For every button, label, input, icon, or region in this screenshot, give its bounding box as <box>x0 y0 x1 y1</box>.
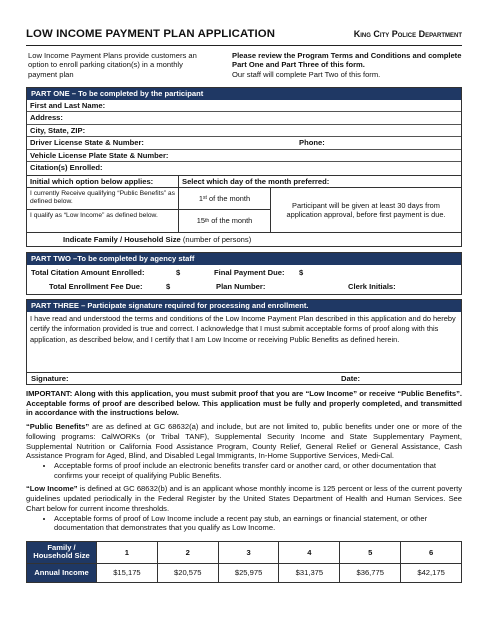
final-payment-label: Final Payment Due: <box>214 267 285 277</box>
signature-label: Signature: <box>31 373 69 383</box>
total-fee-label: Total Enrollment Fee Due: <box>49 281 143 291</box>
option-low-income[interactable]: I qualify as “Low Income” as defined below. <box>30 211 158 219</box>
household-label: Indicate Family / Household Size <box>63 234 181 244</box>
part-three-heading: PART THREE – Participate signature required for processing and enrollment. <box>27 300 461 312</box>
day2-number: 15 <box>196 216 205 226</box>
day-choices <box>179 188 271 232</box>
day1-text: of the month <box>208 193 251 203</box>
household-size-header: Family / Household Size <box>27 541 97 563</box>
participant-fields <box>27 100 461 175</box>
city-state-zip-field[interactable] <box>27 125 461 138</box>
intro-description: Low Income Payment Plans provide customers an option to enroll parking citation(s) in a monthly payment plan <box>28 50 197 79</box>
income-cell: $25,975 <box>218 563 279 582</box>
payment-notice: Participant will be given at least 30 days from application approval, before first payment is due. <box>286 200 446 219</box>
income-cell: $20,575 <box>157 563 218 582</box>
income-cell: $36,775 <box>340 563 401 582</box>
phone-label: Phone: <box>299 138 325 148</box>
citation-amount-row <box>27 266 461 280</box>
driver-license-field[interactable] <box>27 137 461 150</box>
size-cell: 2 <box>157 541 218 563</box>
low-income-term: “Low Income” <box>26 484 78 494</box>
city-state-zip-label: City, State, ZIP: <box>30 125 86 135</box>
annual-income-header: Annual Income <box>27 563 97 582</box>
public-benefits-list <box>54 461 462 480</box>
size-cell: 1 <box>97 541 158 563</box>
low-income-text: is defined at GC 68632(b) and is an applicant whose monthly income is 125 percent or less of the current poverty guidelines updated periodically in the Federal Register by the United States Department of Health and Human Services. See Chart below for current income thresholds. <box>26 484 462 513</box>
income-cell: $42,175 <box>401 563 462 582</box>
public-benefits-definition <box>26 422 462 461</box>
form-header <box>26 28 462 46</box>
low-income-list <box>54 514 462 533</box>
intro-instructions-bold: Please review the Program Terms and Conditions and complete Part One and Part Three of this form. <box>232 50 462 70</box>
public-benefits-text: are as defined at GC 68632(a) and include, but are not limited to, public benefits under one or more of the following programs: CalWORKs (or Tribal TANF), Supplemental Security Income and State Supplementary Payment, Supplemental Nutrition or California Food Assistance Program, County Relief, General Relief or General Assistance, Cash Assistance Program for Aged, Blind, and Disabled Legal Immigrants, In-Home Supportive Services, Medi-Cal. <box>26 422 463 461</box>
part-one-heading: PART ONE – To be completed by the participant <box>27 88 461 100</box>
date-label: Date: <box>341 373 360 383</box>
part-two-box <box>26 252 462 295</box>
form-title: LOW INCOME PAYMENT PLAN APPLICATION <box>26 28 276 40</box>
address-field[interactable] <box>27 112 461 125</box>
name-label: First and Last Name: <box>30 100 106 110</box>
household-size-row <box>27 541 462 563</box>
address-label: Address: <box>30 113 63 123</box>
size-cell: 4 <box>279 541 340 563</box>
day-heading: Select which day of the month preferred: <box>179 176 461 188</box>
final-payment-dollar: $ <box>299 267 304 277</box>
fee-dollar: $ <box>166 281 171 291</box>
day-option-1st[interactable] <box>179 188 270 210</box>
qualification-options <box>27 176 179 232</box>
low-income-definition <box>26 484 462 513</box>
day2-text: of the month <box>211 216 253 226</box>
part-three-box <box>26 299 462 385</box>
low-income-proof: • Acceptable forms of proof of Low Income include a recent pay stub, an earnings or financial statement, or other documentation that demonstrates that you qualify as Low Income. <box>54 514 462 533</box>
name-field[interactable] <box>27 100 461 113</box>
day1-suffix: st <box>203 195 207 202</box>
intro-section <box>26 51 462 85</box>
income-threshold-table <box>26 541 462 583</box>
driver-license-label: Driver License State & Number: <box>30 138 144 148</box>
day-option-15th[interactable] <box>179 210 270 232</box>
application-form <box>26 28 462 583</box>
plan-number-label: Plan Number: <box>216 281 266 291</box>
fee-row <box>27 280 461 294</box>
size-cell: 3 <box>218 541 279 563</box>
payment-day-section <box>179 176 461 232</box>
day-options <box>179 188 461 232</box>
citation-dollar: $ <box>176 267 181 277</box>
part-two-heading: PART TWO –To be completed by agency staff <box>27 253 461 265</box>
income-cell: $15,175 <box>97 563 158 582</box>
intro-instructions <box>232 51 462 85</box>
citations-field[interactable] <box>27 162 461 175</box>
citations-label: Citation(s) Enrolled: <box>30 163 103 173</box>
income-cell: $31,375 <box>279 563 340 582</box>
license-plate-field[interactable] <box>27 150 461 163</box>
important-notice: IMPORTANT: Along with this application, you must submit proof that you are “Low Income” or receive “Public Benefits”. Acceptable forms of proof are described below. This application must be fully and properly completed, and transmitted in accordance with the instructions below. <box>26 388 462 418</box>
part-one-box <box>26 87 462 247</box>
license-plate-label: Vehicle License Plate State & Number: <box>30 150 169 160</box>
clerk-initials-label: Clerk Initials: <box>348 281 396 291</box>
day1-number: 1 <box>198 193 204 203</box>
option-public-benefits[interactable]: I currently Receive qualifying “Public Benefits” as defined below. <box>27 188 178 210</box>
public-benefits-proof: • Acceptable forms of proof include an electronic benefits transfer card or another card, or other documentation that confirms your receipt of qualifying Public Benefits. <box>54 461 462 480</box>
department-name: King City Police Department <box>353 29 462 39</box>
public-benefits-term: “Public Benefits” <box>26 422 90 432</box>
total-citation-label: Total Citation Amount Enrolled: <box>31 267 145 277</box>
intro-instructions-note: Our staff will complete Part Two of this form. <box>232 69 381 79</box>
size-cell: 5 <box>340 541 401 563</box>
household-size-field[interactable] <box>27 232 461 246</box>
household-note: (number of persons) <box>182 234 252 244</box>
annual-income-row <box>27 563 462 582</box>
size-cell: 6 <box>401 541 462 563</box>
signature-row[interactable] <box>27 372 461 384</box>
certification-text: I have read and understood the terms and conditions of the Low Income Payment Plan described in this application and do hereby certify the information provided is true and correct. I acknowledge that I must submit acceptable forms of proof along with this application, as described below, and I certify that I am Low Income or receiving Public Benefits as defined herein. <box>30 313 456 344</box>
option-section <box>27 175 461 232</box>
option-heading: Initial which option below applies: <box>27 176 178 188</box>
day2-suffix: th <box>204 217 210 224</box>
